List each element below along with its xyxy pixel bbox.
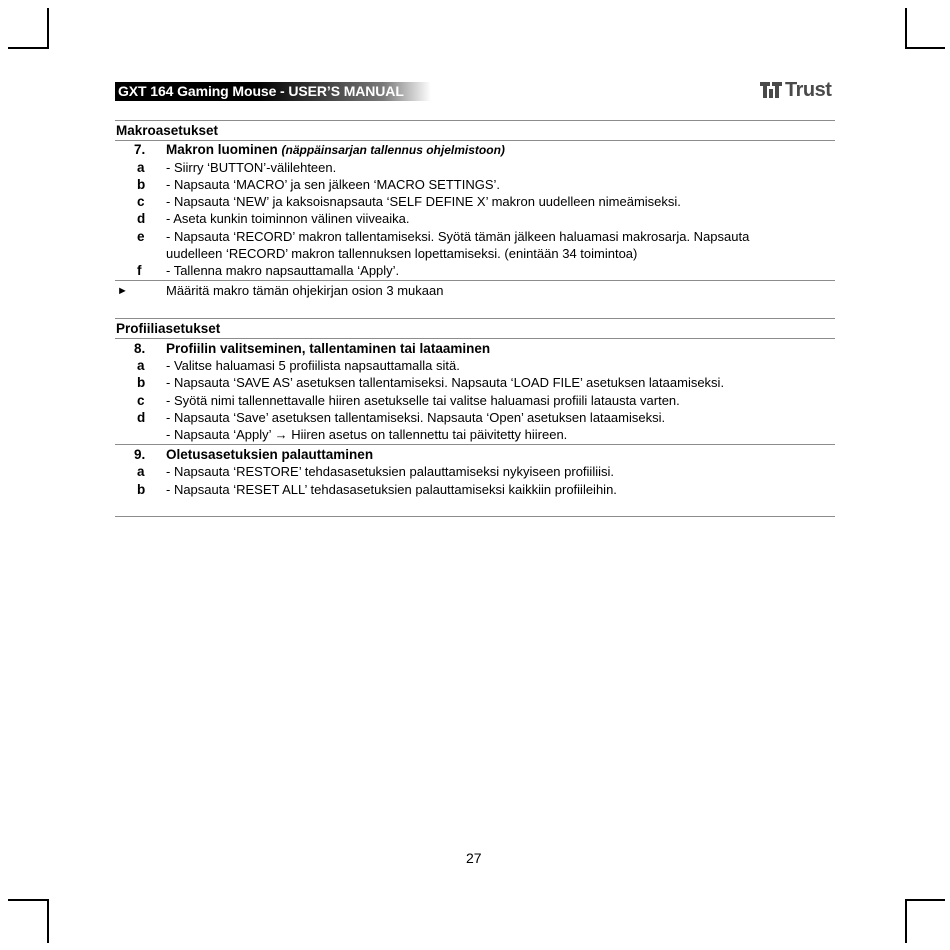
step-text: - Tallenna makro napsauttamalla ‘Apply’. [166,263,400,278]
divider [115,280,835,281]
section-title-macro-settings: Makroasetukset [116,123,219,138]
item-number: 9. [134,447,146,462]
brand-logo [760,78,831,102]
crop-mark-top-left-horizontal [8,47,49,49]
step-letter: b [137,482,146,497]
step-text: - Aseta kunkin toiminnon välinen viiveaika. [166,211,410,226]
arrow-icon: ► [117,285,128,297]
step-text: - Napsauta ‘SAVE AS’ asetuksen tallentamiseksi. Napsauta ‘LOAD FILE’ asetuksen lataamiseksi. [166,375,725,390]
item-number: 7. [134,142,146,157]
step-letter: a [137,160,145,175]
step-letter: d [137,410,146,425]
step-text: - Napsauta ‘NEW’ ja kaksoisnapsauta ‘SELF DEFINE X’ makron uudelleen nimeämiseksi. [166,194,681,209]
step-text: - Napsauta ‘RESET ALL’ tehdasasetuksien palauttamiseksi kaikkiin profiileihin. [166,482,617,497]
crop-mark-bottom-right-vertical [905,899,907,943]
section-title-profile-settings: Profiiliasetukset [116,321,221,336]
divider [115,318,835,319]
step-text: - Syötä nimi tallennettavalle hiiren asetukselle tai valitse haluamasi profiili latausta varten. [166,393,680,408]
step-letter: c [137,393,145,408]
step-text-continued: - Napsauta ‘Apply’ → Hiiren asetus on tallennettu tai päivitetty hiireen. [166,427,568,442]
divider [115,444,835,445]
step-text-continued: uudelleen ‘RECORD’ makron tallennuksen lopettamiseksi. (enintään 34 toimintoa) [166,246,638,261]
item-number: 8. [134,341,146,356]
crop-mark-top-left-vertical [47,8,49,49]
step-text: - Napsauta ‘MACRO’ ja sen jälkeen ‘MACRO SETTINGS’. [166,177,501,192]
divider [115,338,835,339]
step-letter: a [137,358,145,373]
item-heading [166,142,505,157]
step-text: - Napsauta ‘Save’ asetuksen tallentamiseksi. Napsauta ‘Open’ asetuksen lataamiseksi. [166,410,666,425]
crop-mark-top-right-vertical [905,8,907,49]
step-letter: b [137,375,146,390]
trust-logo-icon [760,80,784,100]
step-text: - Napsauta ‘RECORD’ makron tallentamiseksi. Syötä tämän jälkeen haluamasi makrosarja. Napsauta [166,229,750,244]
item-subheading: (näppäinsarjan tallennus ohjelmistoon) [281,143,505,157]
divider [115,140,835,141]
step-letter: c [137,194,145,209]
brand-name: Trust [785,79,832,101]
manual-title: GXT 164 Gaming Mouse - USER’S MANUAL [118,83,404,99]
step-letter: e [137,229,145,244]
crop-mark-bottom-right-horizontal [905,899,945,901]
divider [115,120,835,121]
step-text: - Siirry ‘BUTTON’-välilehteen. [166,160,337,175]
note-text: Määritä makro tämän ohjekirjan osion 3 mukaan [166,283,444,298]
item-heading-text: Makron luominen [166,142,278,157]
crop-mark-bottom-left-vertical [47,899,49,943]
step-letter: d [137,211,146,226]
item-heading: Oletusasetuksien palauttaminen [166,447,374,462]
divider [115,516,835,517]
step-letter: b [137,177,146,192]
step-letter: f [137,263,142,278]
item-heading: Profiilin valitseminen, tallentaminen tai lataaminen [166,341,491,356]
crop-mark-bottom-left-horizontal [8,899,49,901]
crop-mark-top-right-horizontal [905,47,945,49]
step-text: - Valitse haluamasi 5 profiilista napsauttamalla sitä. [166,358,460,373]
step-letter: a [137,464,145,479]
step-text: - Napsauta ‘RESTORE’ tehdasasetuksien palauttamiseksi nykyiseen profiiliisi. [166,464,614,479]
page-number: 27 [466,850,482,866]
